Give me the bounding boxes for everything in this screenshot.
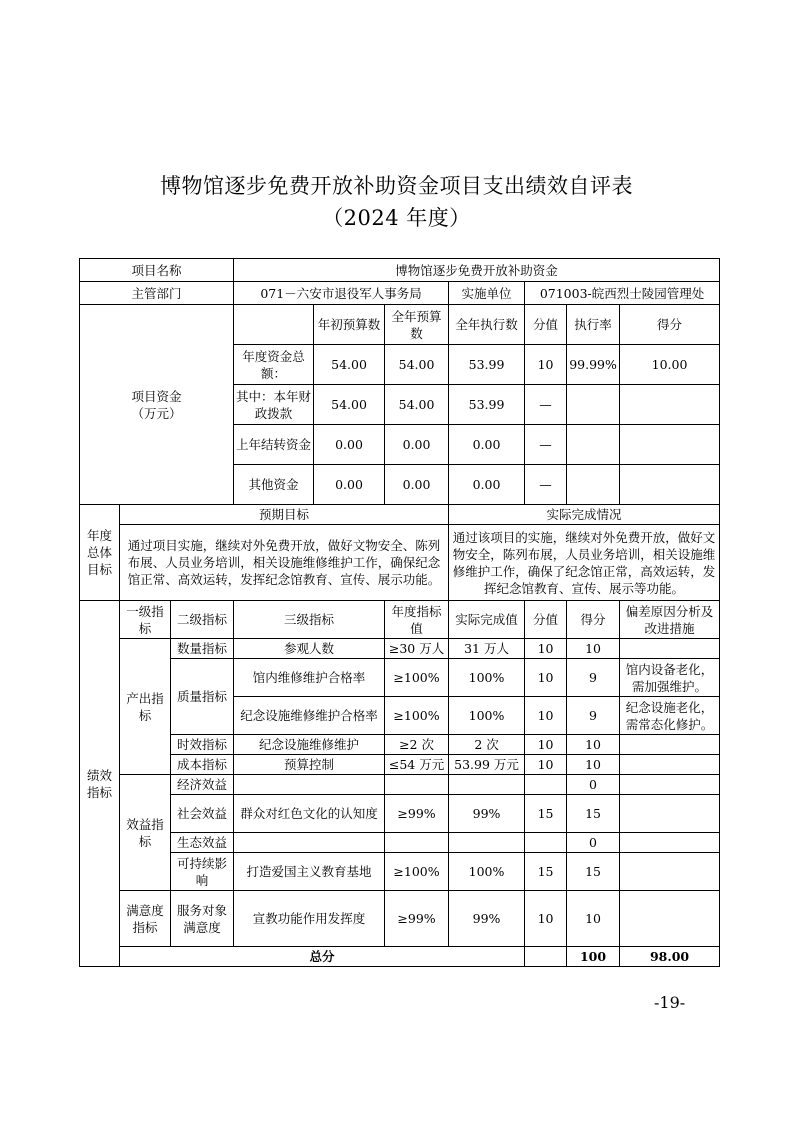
total-label: 总分 xyxy=(120,947,525,967)
note-cell xyxy=(620,891,720,947)
satisfaction-indicator-label: 满意度指标 xyxy=(120,891,171,947)
actual-cell xyxy=(449,833,525,853)
level3-cell xyxy=(234,775,385,795)
indicator-row xyxy=(80,755,720,775)
score-cell: 10 xyxy=(567,891,620,947)
indicator-row xyxy=(80,891,720,947)
project-name-value: 博物馆逐步免费开放补助资金 xyxy=(234,259,720,282)
funds-header: 得分 xyxy=(620,305,720,345)
note-cell xyxy=(620,775,720,795)
level2-cell: 质量指标 xyxy=(171,659,234,735)
value-cell: 10 xyxy=(525,697,567,735)
score-cell: 10 xyxy=(567,735,620,755)
level3-cell: 纪念设施维修维护合格率 xyxy=(234,697,385,735)
score-value-cell: — xyxy=(525,425,567,465)
score-cell: 15 xyxy=(567,853,620,891)
level2-cell: 服务对象满意度 xyxy=(171,891,234,947)
goals-header-row xyxy=(80,505,720,525)
indicator-header-row xyxy=(80,601,720,639)
value-cell: 10 xyxy=(525,639,567,659)
output-indicator-label: 产出指标 xyxy=(120,639,171,775)
level3-cell: 参观人数 xyxy=(234,639,385,659)
score-cell xyxy=(620,385,720,425)
actual-cell: 100% xyxy=(449,659,525,697)
value-cell: 10 xyxy=(525,659,567,697)
level2-cell: 社会效益 xyxy=(171,795,234,833)
expected-goal-header: 预期目标 xyxy=(120,505,449,525)
funds-header-row xyxy=(80,305,720,345)
score-cell: 10 xyxy=(567,639,620,659)
indicator-row xyxy=(80,735,720,755)
indicator-header: 二级指标 xyxy=(171,601,234,639)
actual-cell: 99% xyxy=(449,891,525,947)
dept-row xyxy=(80,282,720,305)
level3-cell: 馆内维修维护合格率 xyxy=(234,659,385,697)
score-value-cell: — xyxy=(525,465,567,505)
total-value: 100 xyxy=(567,947,620,967)
score-cell: 9 xyxy=(567,697,620,735)
funds-header: 执行率 xyxy=(567,305,620,345)
score-value-cell: — xyxy=(525,385,567,425)
actual-cell: 100% xyxy=(449,853,525,891)
note-cell xyxy=(620,795,720,833)
actual-cell: 31 万人 xyxy=(449,639,525,659)
value-cell xyxy=(525,833,567,853)
value-cell xyxy=(525,775,567,795)
project-name-label: 项目名称 xyxy=(80,259,234,282)
score-value-cell: 10 xyxy=(525,345,567,385)
indicators-label: 绩效指标 xyxy=(80,601,120,967)
note-cell xyxy=(620,833,720,853)
evaluation-table xyxy=(79,258,720,967)
target-cell xyxy=(385,833,449,853)
value-cell: 15 xyxy=(525,795,567,833)
indicator-header: 得分 xyxy=(567,601,620,639)
level3-cell: 群众对红色文化的认知度 xyxy=(234,795,385,833)
goals-label: 年度总体目标 xyxy=(80,505,120,601)
indicator-row xyxy=(80,853,720,891)
note-cell: 纪念设施老化，需常态化修护。 xyxy=(620,697,720,735)
funds-header: 全年执行数 xyxy=(449,305,525,345)
actual-result-text: 通过该项目的实施，继续对外免费开放，做好文物安全，陈列布展，人员业务培训，相关设施维修维护工作，确保了纪念馆正常，高效运转，发挥纪念馆教育、宣传、展示等功能。 xyxy=(449,525,720,601)
indicator-header: 年度指标值 xyxy=(385,601,449,639)
score-cell xyxy=(620,465,720,505)
project-name-row xyxy=(80,259,720,282)
level3-cell: 纪念设施维修维护 xyxy=(234,735,385,755)
funds-row-label: 年度资金总额： xyxy=(234,345,314,385)
executed-cell: 0.00 xyxy=(449,465,525,505)
score-cell: 15 xyxy=(567,795,620,833)
score-cell: 0 xyxy=(567,833,620,853)
level3-cell: 打造爱国主义教育基地 xyxy=(234,853,385,891)
level2-cell: 经济效益 xyxy=(171,775,234,795)
total-row xyxy=(80,947,720,967)
indicator-row xyxy=(80,639,720,659)
level2-cell: 生态效益 xyxy=(171,833,234,853)
score-cell: 0 xyxy=(567,775,620,795)
funds-label: 项目资金 （万元） xyxy=(80,305,234,505)
indicator-row xyxy=(80,775,720,795)
score-cell xyxy=(620,425,720,465)
page-title: 博物馆逐步免费开放补助资金项目支出绩效自评表 xyxy=(160,174,633,198)
unit-label: 实施单位 xyxy=(449,282,525,305)
page-subtitle: （2024 年度） xyxy=(322,206,471,230)
level3-cell xyxy=(234,833,385,853)
level2-cell: 时效指标 xyxy=(171,735,234,755)
indicator-row xyxy=(80,795,720,833)
rate-cell xyxy=(567,385,620,425)
note-cell xyxy=(620,853,720,891)
budget-start-cell: 54.00 xyxy=(314,385,385,425)
budget-year-cell: 54.00 xyxy=(385,345,449,385)
indicator-row xyxy=(80,833,720,853)
benefit-indicator-label: 效益指标 xyxy=(120,775,171,891)
funds-corner xyxy=(234,305,314,345)
executed-cell: 53.99 xyxy=(449,385,525,425)
expected-goal-text: 通过项目实施，继续对外免费开放，做好文物安全、陈列布展、人员业务培训，相关设施维修维护工作，确保纪念馆正常、高效运转，发挥纪念馆教育、宣传、展示功能。 xyxy=(120,525,449,601)
actual-cell: 100% xyxy=(449,697,525,735)
value-cell: 10 xyxy=(525,735,567,755)
target-cell: ≥100% xyxy=(385,659,449,697)
indicator-header: 实际完成值 xyxy=(449,601,525,639)
score-cell: 10 xyxy=(567,755,620,775)
total-score: 98.00 xyxy=(620,947,720,967)
budget-year-cell: 54.00 xyxy=(385,385,449,425)
executed-cell: 0.00 xyxy=(449,425,525,465)
dept-label: 主管部门 xyxy=(80,282,234,305)
actual-cell: 99% xyxy=(449,795,525,833)
rate-cell: 99.99% xyxy=(567,345,620,385)
budget-year-cell: 0.00 xyxy=(385,425,449,465)
indicator-row xyxy=(80,659,720,697)
indicator-header: 分值 xyxy=(525,601,567,639)
level2-cell: 可持续影响 xyxy=(171,853,234,891)
funds-header: 年初预算数 xyxy=(314,305,385,345)
actual-cell: 53.99 万元 xyxy=(449,755,525,775)
indicator-header: 一级指标 xyxy=(120,601,171,639)
target-cell: ≥99% xyxy=(385,891,449,947)
target-cell: ≥100% xyxy=(385,853,449,891)
value-cell: 10 xyxy=(525,755,567,775)
budget-start-cell: 54.00 xyxy=(314,345,385,385)
rate-cell xyxy=(567,425,620,465)
level3-cell: 预算控制 xyxy=(234,755,385,775)
actual-result-header: 实际完成情况 xyxy=(449,505,720,525)
level2-cell: 数量指标 xyxy=(171,639,234,659)
score-cell: 10.00 xyxy=(620,345,720,385)
level3-cell: 宣教功能作用发挥度 xyxy=(234,891,385,947)
note-cell xyxy=(620,639,720,659)
indicator-header: 偏差原因分析及改进措施 xyxy=(620,601,720,639)
level2-cell: 成本指标 xyxy=(171,755,234,775)
target-cell xyxy=(385,775,449,795)
target-cell: ≥2 次 xyxy=(385,735,449,755)
value-cell: 15 xyxy=(525,853,567,891)
score-cell: 9 xyxy=(567,659,620,697)
actual-cell xyxy=(449,775,525,795)
target-cell: ≥99% xyxy=(385,795,449,833)
page-number: -19- xyxy=(654,993,686,1012)
indicator-header: 三级指标 xyxy=(234,601,385,639)
target-cell: ≥100% xyxy=(385,697,449,735)
executed-cell: 53.99 xyxy=(449,345,525,385)
unit-value: 071003-皖西烈士陵园管理处 xyxy=(525,282,720,305)
funds-header: 分值 xyxy=(525,305,567,345)
funds-row-label: 其他资金 xyxy=(234,465,314,505)
target-cell: ≤54 万元 xyxy=(385,755,449,775)
funds-header: 全年预算数 xyxy=(385,305,449,345)
funds-row-label: 其中：本年财政拨款 xyxy=(234,385,314,425)
budget-start-cell: 0.00 xyxy=(314,465,385,505)
dept-value: 071－六安市退役军人事务局 xyxy=(234,282,449,305)
note-cell xyxy=(620,735,720,755)
funds-row-label: 上年结转资金 xyxy=(234,425,314,465)
goals-row xyxy=(80,525,720,601)
budget-start-cell: 0.00 xyxy=(314,425,385,465)
note-cell xyxy=(620,755,720,775)
budget-year-cell: 0.00 xyxy=(385,465,449,505)
target-cell: ≥30 万人 xyxy=(385,639,449,659)
actual-cell: 2 次 xyxy=(449,735,525,755)
value-cell: 10 xyxy=(525,891,567,947)
note-cell: 馆内设备老化，需加强维护。 xyxy=(620,659,720,697)
total-empty-cell xyxy=(525,947,567,967)
rate-cell xyxy=(567,465,620,505)
